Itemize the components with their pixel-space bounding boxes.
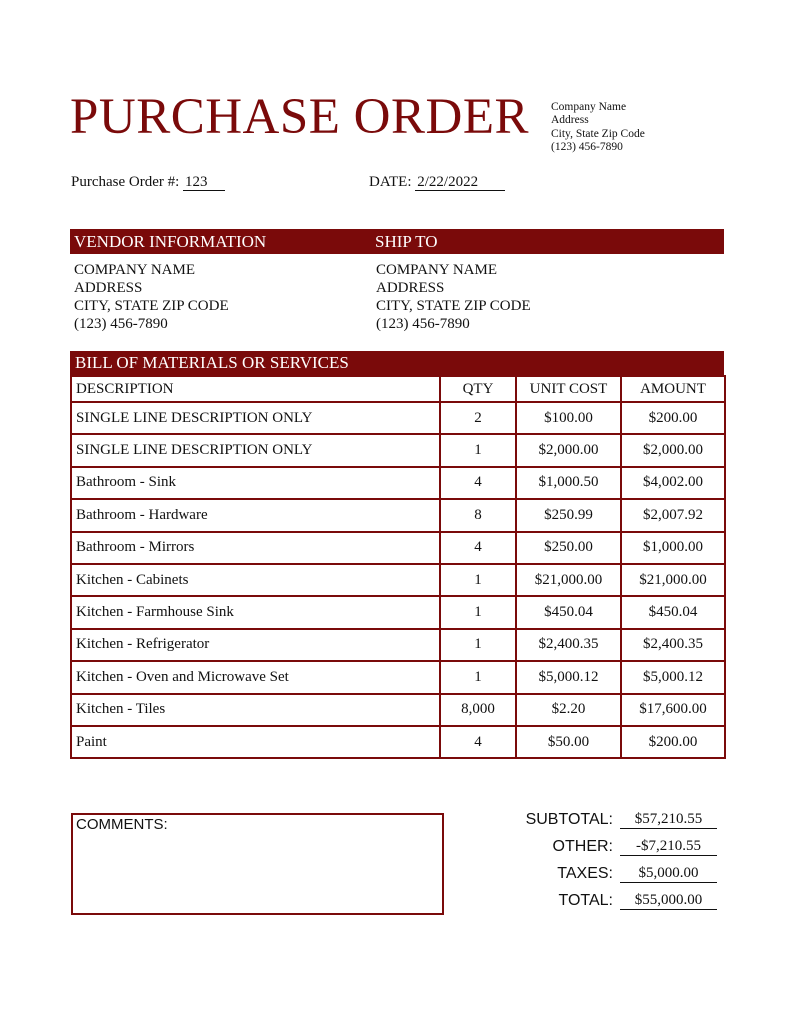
table-row <box>71 726 725 758</box>
totals-block <box>500 808 730 916</box>
item-amount[interactable]: $200.00 <box>621 402 725 434</box>
item-description[interactable]: Kitchen - Refrigerator <box>71 629 440 661</box>
item-qty[interactable]: 1 <box>440 564 516 596</box>
item-qty[interactable]: 8 <box>440 499 516 531</box>
date-label: DATE: <box>369 174 412 190</box>
vendor-phone[interactable]: (123) 456-7890 <box>74 316 168 332</box>
table-row <box>71 629 725 661</box>
item-unit-cost[interactable]: $2,400.35 <box>516 629 621 661</box>
item-qty[interactable]: 4 <box>440 532 516 564</box>
vendor-company-name[interactable]: COMPANY NAME <box>74 262 195 278</box>
table-row <box>71 694 725 726</box>
table-row <box>71 564 725 596</box>
total-label: TOTAL: <box>558 892 613 909</box>
column-header-unit-cost: UNIT COST <box>516 376 621 402</box>
item-amount[interactable]: $17,600.00 <box>621 694 725 726</box>
po-number-label: Purchase Order #: <box>71 174 180 190</box>
ship-to-city[interactable]: CITY, STATE ZIP CODE <box>376 298 531 314</box>
item-unit-cost[interactable]: $250.00 <box>516 532 621 564</box>
item-qty[interactable]: 1 <box>440 434 516 466</box>
other-label: OTHER: <box>552 838 613 855</box>
po-number-value[interactable]: 123 <box>183 174 225 191</box>
item-unit-cost[interactable]: $450.04 <box>516 596 621 628</box>
item-unit-cost[interactable]: $100.00 <box>516 402 621 434</box>
item-amount[interactable]: $200.00 <box>621 726 725 758</box>
table-row <box>71 402 725 434</box>
vendor-address[interactable]: ADDRESS <box>74 280 143 296</box>
item-qty[interactable]: 1 <box>440 629 516 661</box>
company-phone: (123) 456-7890 <box>551 140 623 153</box>
company-name: Company Name <box>551 101 627 113</box>
company-city: City, State Zip Code <box>551 127 645 140</box>
column-header-amount: AMOUNT <box>621 376 725 402</box>
table-row <box>71 434 725 466</box>
ship-to-address[interactable]: ADDRESS <box>376 280 445 296</box>
item-qty[interactable]: 2 <box>440 402 516 434</box>
subtotal-label: SUBTOTAL: <box>525 811 613 828</box>
total-row <box>500 889 730 916</box>
bill-of-materials-header <box>70 351 724 375</box>
date-value[interactable]: 2/22/2022 <box>415 174 505 191</box>
ship-to-company-name[interactable]: COMPANY NAME <box>376 262 497 278</box>
item-unit-cost[interactable]: $21,000.00 <box>516 564 621 596</box>
bill-heading: BILL OF MATERIALS OR SERVICES <box>75 353 349 372</box>
company-address: Address <box>551 114 589 127</box>
item-description[interactable]: Paint <box>71 726 440 758</box>
page-title: PURCHASE ORDER <box>70 89 530 145</box>
item-unit-cost[interactable]: $2,000.00 <box>516 434 621 466</box>
comments-label: COMMENTS: <box>76 816 168 833</box>
subtotal-value[interactable]: $57,210.55 <box>620 811 717 829</box>
item-description[interactable]: Kitchen - Tiles <box>71 694 440 726</box>
items-table <box>70 375 726 759</box>
item-description[interactable]: Kitchen - Oven and Microwave Set <box>71 661 440 693</box>
other-row <box>500 835 730 862</box>
vendor-heading: VENDOR INFORMATION <box>74 232 267 251</box>
other-value[interactable]: -$7,210.55 <box>620 838 717 856</box>
item-qty[interactable]: 4 <box>440 467 516 499</box>
item-amount[interactable]: $5,000.12 <box>621 661 725 693</box>
comments-box[interactable] <box>71 813 444 915</box>
table-row <box>71 661 725 693</box>
taxes-value[interactable]: $5,000.00 <box>620 865 717 883</box>
company-info <box>551 101 645 154</box>
item-qty[interactable]: 8,000 <box>440 694 516 726</box>
item-amount[interactable]: $2,000.00 <box>621 434 725 466</box>
item-unit-cost[interactable]: $5,000.12 <box>516 661 621 693</box>
items-header-row <box>71 376 725 402</box>
ship-to-address-block <box>376 261 531 333</box>
date-field <box>369 174 505 191</box>
item-amount[interactable]: $2,007.92 <box>621 499 725 531</box>
item-description[interactable]: SINGLE LINE DESCRIPTION ONLY <box>71 434 440 466</box>
vendor-city[interactable]: CITY, STATE ZIP CODE <box>74 298 229 314</box>
item-description[interactable]: Bathroom - Mirrors <box>71 532 440 564</box>
item-description[interactable]: SINGLE LINE DESCRIPTION ONLY <box>71 402 440 434</box>
vendor-address-block <box>74 261 229 333</box>
item-amount[interactable]: $21,000.00 <box>621 564 725 596</box>
item-qty[interactable]: 4 <box>440 726 516 758</box>
subtotal-row <box>500 808 730 835</box>
ship-to-phone[interactable]: (123) 456-7890 <box>376 316 470 332</box>
item-description[interactable]: Bathroom - Sink <box>71 467 440 499</box>
item-description[interactable]: Bathroom - Hardware <box>71 499 440 531</box>
po-number-field <box>71 174 225 191</box>
item-description[interactable]: Kitchen - Farmhouse Sink <box>71 596 440 628</box>
item-amount[interactable]: $1,000.00 <box>621 532 725 564</box>
item-amount[interactable]: $2,400.35 <box>621 629 725 661</box>
ship-to-heading: SHIP TO <box>375 232 438 251</box>
column-header-description: DESCRIPTION <box>71 376 440 402</box>
taxes-label: TAXES: <box>557 865 613 882</box>
item-unit-cost[interactable]: $50.00 <box>516 726 621 758</box>
column-header-qty: QTY <box>440 376 516 402</box>
table-row <box>71 467 725 499</box>
item-unit-cost[interactable]: $1,000.50 <box>516 467 621 499</box>
item-amount[interactable]: $4,002.00 <box>621 467 725 499</box>
table-row <box>71 499 725 531</box>
item-description[interactable]: Kitchen - Cabinets <box>71 564 440 596</box>
table-row <box>71 596 725 628</box>
item-unit-cost[interactable]: $2.20 <box>516 694 621 726</box>
vendor-shipto-header <box>70 229 724 254</box>
table-row <box>71 532 725 564</box>
item-qty[interactable]: 1 <box>440 661 516 693</box>
item-unit-cost[interactable]: $250.99 <box>516 499 621 531</box>
taxes-row <box>500 862 730 889</box>
item-amount[interactable]: $450.04 <box>621 596 725 628</box>
total-value[interactable]: $55,000.00 <box>620 892 717 910</box>
item-qty[interactable]: 1 <box>440 596 516 628</box>
